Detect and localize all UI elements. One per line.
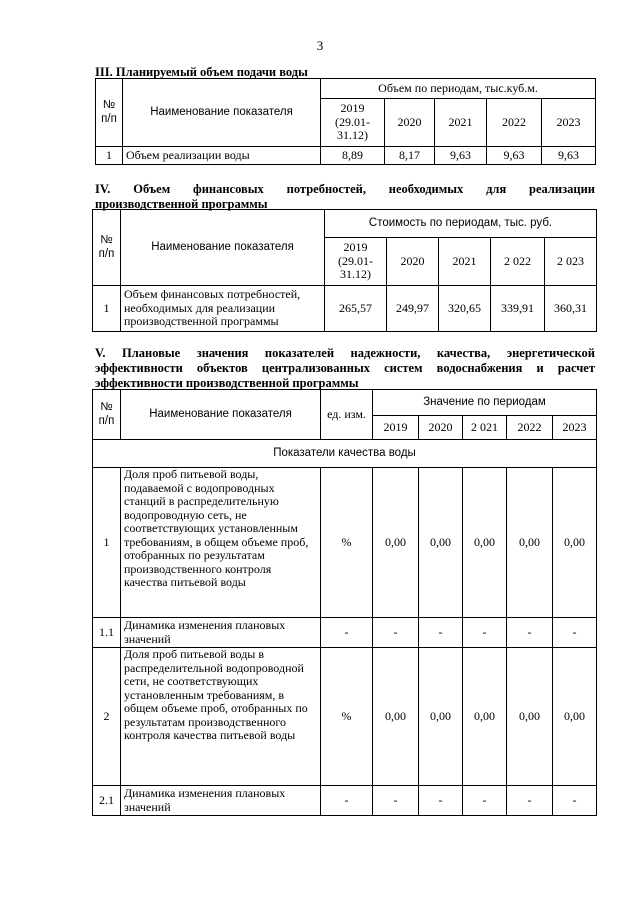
value-cell: 339,91 <box>491 286 545 332</box>
group-header: Показатели качества воды <box>93 440 597 468</box>
value-cell: 0,00 <box>373 468 419 618</box>
row-num: 2.1 <box>93 786 121 816</box>
row-name: Доля проб питьевой воды, подаваемой с водопроводных станций в распределительную водопроводную сеть, не соответствующих установленным требованиям, в общем объеме проб, отобранных по результатам производственного контроля качества питьевой воды <box>121 468 321 618</box>
table-row <box>93 648 597 786</box>
header-period: Объем по периодам, тыс.куб.м. <box>321 79 596 99</box>
value-cell: - <box>553 618 597 648</box>
row-unit: % <box>321 468 373 618</box>
row-name: Объем реализации воды <box>123 147 321 165</box>
value-cell: 360,31 <box>545 286 597 332</box>
year-cell: 2022 <box>507 416 553 440</box>
value-cell: 265,57 <box>325 286 387 332</box>
year-cell: 2022 <box>487 99 542 147</box>
value-cell: - <box>463 786 507 816</box>
header-unit: ед. изм. <box>321 390 373 440</box>
table-row <box>93 468 597 618</box>
row-name: Динамика изменения плановых значений <box>121 618 321 648</box>
value-cell: 8,89 <box>321 147 385 165</box>
value-cell: 9,63 <box>487 147 542 165</box>
value-cell: 8,17 <box>385 147 435 165</box>
year-cell: 2019 (29.01-31.12) <box>321 99 385 147</box>
value-cell: - <box>373 786 419 816</box>
year-cell: 2020 <box>385 99 435 147</box>
row-num: 1 <box>93 468 121 618</box>
section-5-title: V. Плановые значения показателей надежности, качества, энергетической эффективности объектов централизованных систем водоснабжения и расчет эффективности производственной программы <box>95 346 595 390</box>
header-period: Стоимость по периодам, тыс. руб. <box>325 210 597 238</box>
row-name: Объем финансовых потребностей, необходимых для реализации производственной программы <box>121 286 325 332</box>
value-cell: 0,00 <box>507 648 553 786</box>
row-num: 2 <box>93 648 121 786</box>
value-cell: 0,00 <box>419 468 463 618</box>
value-cell: 320,65 <box>439 286 491 332</box>
row-unit: % <box>321 648 373 786</box>
row-name: Доля проб питьевой воды в распределительной водопроводной сети, не соответствующих установленным требованиям, в общем объеме проб, отобранных по результатам производственного контроля качества питьевой воды <box>121 648 321 786</box>
row-num: 1 <box>93 286 121 332</box>
header-name: Наименование показателя <box>123 79 321 147</box>
value-cell: - <box>463 618 507 648</box>
year-cell: 2020 <box>387 238 439 286</box>
value-cell: 9,63 <box>542 147 596 165</box>
section-3-title: III. Планируемый объем подачи воды <box>95 65 308 79</box>
financial-needs-table <box>92 209 597 332</box>
table-row <box>93 286 597 332</box>
table-row <box>93 618 597 648</box>
year-cell: 2 023 <box>545 238 597 286</box>
year-cell: 2 022 <box>491 238 545 286</box>
row-num: 1.1 <box>93 618 121 648</box>
table-row <box>96 147 596 165</box>
year-cell: 2021 <box>435 99 487 147</box>
value-cell: 0,00 <box>553 468 597 618</box>
year-cell: 2 021 <box>463 416 507 440</box>
value-cell: - <box>507 786 553 816</box>
row-unit: - <box>321 618 373 648</box>
table-row <box>93 786 597 816</box>
value-cell: - <box>419 786 463 816</box>
row-unit: - <box>321 786 373 816</box>
year-cell: 2021 <box>439 238 491 286</box>
value-cell: - <box>507 618 553 648</box>
year-cell: 2020 <box>419 416 463 440</box>
year-cell: 2019 <box>373 416 419 440</box>
value-cell: 9,63 <box>435 147 487 165</box>
year-cell: 2023 <box>553 416 597 440</box>
value-cell: 0,00 <box>463 468 507 618</box>
page-number: 3 <box>316 38 324 53</box>
value-cell: 249,97 <box>387 286 439 332</box>
value-cell: - <box>419 618 463 648</box>
value-cell: 0,00 <box>507 468 553 618</box>
header-name: Наименование показателя <box>121 210 325 286</box>
value-cell: 0,00 <box>419 648 463 786</box>
year-cell: 2019 (29.01-31.12) <box>325 238 387 286</box>
section-4-title: IV. Объем финансовых потребностей, необходимых для реализации производственной программы <box>95 182 595 211</box>
header-num: № п/п <box>96 79 123 147</box>
row-num: 1 <box>96 147 123 165</box>
header-name: Наименование показателя <box>121 390 321 440</box>
value-cell: 0,00 <box>553 648 597 786</box>
value-cell: - <box>373 618 419 648</box>
row-name: Динамика изменения плановых значений <box>121 786 321 816</box>
value-cell: 0,00 <box>373 648 419 786</box>
year-cell: 2023 <box>542 99 596 147</box>
value-cell: 0,00 <box>463 648 507 786</box>
water-supply-table <box>95 78 596 165</box>
header-num: № п/п <box>93 210 121 286</box>
header-num: № п/п <box>93 390 121 440</box>
reliability-quality-table <box>92 389 597 816</box>
value-cell: - <box>553 786 597 816</box>
header-period: Значение по периодам <box>373 390 597 416</box>
